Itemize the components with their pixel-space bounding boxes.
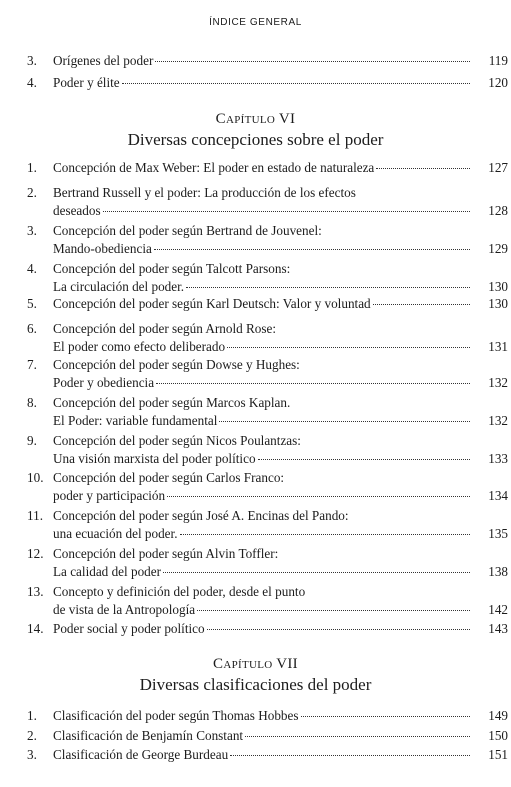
entry-number: 1. [27,708,37,723]
dot-leader [245,736,470,737]
page-number: 138 [488,564,508,579]
entry-line [53,525,508,543]
entry-title: Clasificación de George Burdeau [53,747,229,762]
entry-text [53,356,508,392]
chapter-7-label: Capítulo VII [213,656,298,672]
chapter-6-label: Capítulo VI [215,111,296,127]
entry-title: Concepción del poder según Arnold Rose: [53,321,277,336]
dot-leader [122,83,470,84]
entry-title: Mando-obediencia [53,241,152,256]
page-number: 133 [488,451,508,466]
entry-title: Concepción del poder según Karl Deutsch: Valor y voluntad [53,296,371,311]
page-number: 130 [488,296,508,311]
entry-line [53,260,508,278]
entry-title: Concepción del poder según Marcos Kaplan. [53,395,291,410]
entry-number: 8. [27,395,37,410]
entry-title: Concepto y definición del poder, desde el punto [53,584,306,599]
dot-leader [301,716,470,717]
entry-text [53,727,508,745]
entry-number: 2. [27,728,37,743]
entry-line [53,507,508,525]
dot-leader [167,496,470,497]
entry-title: Clasificación del poder según Thomas Hobbes [53,708,299,723]
page-number: 143 [488,621,508,636]
entry-text [53,545,508,581]
dot-leader [154,249,470,250]
dot-leader [197,610,470,611]
page-number: 151 [488,747,508,762]
entry-title: Concepción del poder según Talcott Parsons: [53,261,291,276]
entry-number: 7. [27,357,37,372]
entry-text [53,469,508,505]
entry-line [53,487,508,505]
entry-text [53,184,508,220]
page-number: 120 [488,75,508,90]
page-number: 119 [488,53,508,68]
entry-number: 9. [27,433,37,448]
dot-leader [230,755,470,756]
entry-line [53,412,508,430]
entry-line [53,450,508,468]
dot-leader [258,459,470,460]
entry-number: 5. [27,296,37,311]
entry-text [53,583,508,619]
entry-line [53,356,508,374]
entry-title: Concepción de Max Weber: El poder en estado de naturaleza [53,160,375,175]
entry-line [53,563,508,581]
entry-line [53,583,508,601]
entry-line [53,184,508,202]
page-number: 150 [488,728,508,743]
entry-text [53,295,508,313]
entry-number: 11. [27,508,43,523]
entry-number: 4. [27,75,37,90]
entry-title: Concepción del poder según Bertrand de Jouvenel: [53,223,322,238]
entry-title: Poder social y poder político [53,621,205,636]
entry-number: 1. [27,160,37,175]
entry-number: 10. [27,470,44,485]
entry-title: El Poder: variable fundamental [53,413,218,428]
entry-title: deseados [53,203,101,218]
dot-leader [373,304,470,305]
entry-title: Concepción del poder según Alvin Toffler: [53,546,279,561]
entry-text [53,74,508,92]
entry-title: Una visión marxista del poder político [53,451,256,466]
page-number: 128 [488,203,508,218]
dot-leader [227,347,470,348]
entry-line [53,320,508,338]
entry-title: La circulación del poder. [53,279,185,294]
dot-leader [103,211,470,212]
entry-line [53,620,508,638]
entry-title: La calidad del poder [53,564,162,579]
entry-line [53,74,508,92]
entry-title: Concepción del poder según Carlos Franco: [53,470,285,485]
entry-line [53,601,508,619]
entry-line [53,52,508,70]
page-number: 142 [488,602,508,617]
entry-number: 13. [27,584,44,599]
entry-text [53,222,508,258]
entry-line [53,295,508,313]
page-number: 127 [488,160,508,175]
entry-text [53,507,508,543]
entry-line [53,159,508,177]
entry-title: Orígenes del poder [53,53,154,68]
entry-number: 3. [27,53,37,68]
page-number: 135 [488,526,508,541]
dot-leader [186,287,470,288]
entry-title: Clasificación de Benjamín Constant [53,728,244,743]
entry-text [53,746,508,764]
entry-title: de vista de la Antropología [53,602,196,617]
page-number: 132 [488,413,508,428]
entry-title: Poder y élite [53,75,120,90]
entry-line [53,374,508,392]
entry-title: Poder y obediencia [53,375,155,390]
page-number: 130 [488,279,508,294]
entry-text [53,620,508,638]
entry-line [53,746,508,764]
entry-text [53,432,508,468]
entry-title: Concepción del poder según Nicos Poulantzas: [53,433,301,448]
entry-line [53,202,508,220]
entry-line [53,278,508,296]
running-header: ÍNDICE GENERAL [209,17,302,28]
entry-number: 14. [27,621,44,636]
entry-text [53,394,508,430]
entry-line [53,707,508,725]
dot-leader [376,168,470,169]
entry-title: El poder como efecto deliberado [53,339,226,354]
chapter-6-title: Diversas concepciones sobre el poder [127,130,384,149]
entry-number: 3. [27,223,37,238]
entry-line [53,240,508,258]
chapter-7-title: Diversas clasificaciones del poder [139,675,372,694]
page-number: 131 [488,339,508,354]
entry-text [53,260,508,296]
entry-title: poder y participación [53,488,166,503]
page-number: 129 [488,241,508,256]
dot-leader [163,572,470,573]
entry-number: 4. [27,261,37,276]
entry-title: una ecuación del poder. [53,526,178,541]
dot-leader [180,534,471,535]
entry-number: 12. [27,546,44,561]
dot-leader [156,383,470,384]
entry-line [53,432,508,450]
entry-text [53,707,508,725]
dot-leader [219,421,470,422]
entry-line [53,222,508,240]
entry-text [53,52,508,70]
entry-title: Concepción del poder según José A. Encinas del Pando: [53,508,349,523]
entry-title: Concepción del poder según Dowse y Hughes: [53,357,300,372]
entry-line [53,394,508,412]
entry-line [53,338,508,356]
entry-text [53,320,508,356]
entry-text [53,159,508,177]
entry-number: 6. [27,321,37,336]
entry-title: Bertrand Russell y el poder: La producción de los efectos [53,185,356,200]
entry-number: 2. [27,185,37,200]
entry-line [53,545,508,563]
page-number: 134 [488,488,508,503]
page-number: 132 [488,375,508,390]
dot-leader [155,61,470,62]
entry-line [53,727,508,745]
dot-leader [207,629,470,630]
entry-line [53,469,508,487]
page-number: 149 [488,708,508,723]
entry-number: 3. [27,747,37,762]
